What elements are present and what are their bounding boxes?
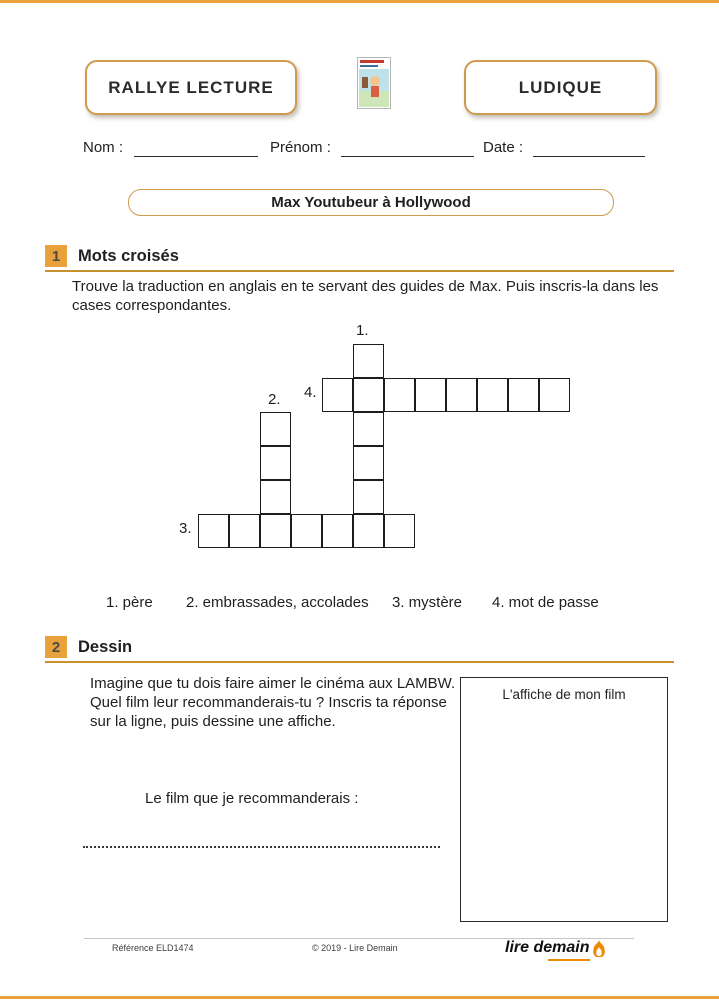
section2-number-badge [45,636,67,658]
book-title-box [128,189,614,216]
top-accent-bar [0,0,719,3]
crossword-cell[interactable] [322,378,353,412]
poster-drawing-box[interactable] [460,677,668,922]
crossword-cell[interactable] [353,412,384,446]
ludique-badge [464,60,657,115]
footer-copyright: © 2019 - Lire Demain [312,943,398,953]
flame-icon [591,940,607,962]
section1-instructions: Trouve la traduction en anglais en te servant des guides de Max. Puis inscris-la dans les cases correspondantes. [72,278,659,315]
crossword-cell[interactable] [353,344,384,378]
crossword-word-number: 4. [304,384,317,401]
crossword-cell[interactable] [353,378,384,412]
crossword-cell[interactable] [260,412,291,446]
clue-2: 2. embrassades, accolades [186,594,369,611]
crossword-cell[interactable] [384,514,415,548]
lire-demain-logo-text: lire demain [505,939,590,956]
clue-1: 1. père [106,594,153,611]
clue-4: 4. mot de passe [492,594,599,611]
answer-dotted-line[interactable] [83,836,440,848]
crossword-cell[interactable] [260,514,291,548]
section1-title: Mots croisés [78,247,179,265]
book-cover-thumbnail [357,57,391,109]
crossword-cell[interactable] [353,480,384,514]
book-title: Max Youtubeur à Hollywood [271,194,471,211]
crossword-cell[interactable] [477,378,508,412]
ludique-label: LUDIQUE [518,77,603,97]
section2-rule [45,661,674,663]
crossword-cell[interactable] [446,378,477,412]
section2-instructions: Imagine que tu dois faire aimer le cinéma aux LAMBW. Quel film leur recommanderais-tu ? Inscris ta réponse sur la ligne, puis dessine une affiche. [90,675,456,731]
logo-tagline-mark [548,959,590,961]
rallye-lecture-badge [85,60,297,115]
section2-title: Dessin [78,638,133,656]
prenom-label: Prénom : [270,139,331,156]
section1-rule [45,270,674,272]
crossword-cell[interactable] [322,514,353,548]
crossword-word-number: 3. [179,520,192,537]
section1-number-badge [45,245,67,267]
poster-box-label: L'affiche de mon film [502,687,626,702]
crossword-cell[interactable] [260,480,291,514]
crossword-cell[interactable] [415,378,446,412]
crossword-cell[interactable] [353,514,384,548]
prenom-write-line[interactable] [341,156,474,157]
nom-label: Nom : [83,139,124,156]
crossword-cell[interactable] [539,378,570,412]
footer-reference: Référence ELD1474 [112,943,194,953]
crossword-cell[interactable] [260,446,291,480]
section1-number: 1 [51,247,61,265]
section2-number: 2 [51,638,61,656]
rallye-lecture-label: RALLYE LECTURE [108,77,274,97]
date-label: Date : [483,139,524,156]
date-write-line[interactable] [533,156,645,157]
clue-3: 3. mystère [392,594,463,611]
crossword-cell[interactable] [198,514,229,548]
crossword-cell[interactable] [508,378,539,412]
crossword-word-number: 1. [356,322,369,339]
crossword-cell[interactable] [291,514,322,548]
film-prompt-label: Le film que je recommanderais : [145,790,359,807]
crossword-cell[interactable] [384,378,415,412]
crossword-cell[interactable] [353,446,384,480]
crossword-cell[interactable] [229,514,260,548]
nom-write-line[interactable] [134,156,258,157]
bottom-accent-bar [0,996,719,999]
crossword-word-number: 2. [268,391,281,408]
